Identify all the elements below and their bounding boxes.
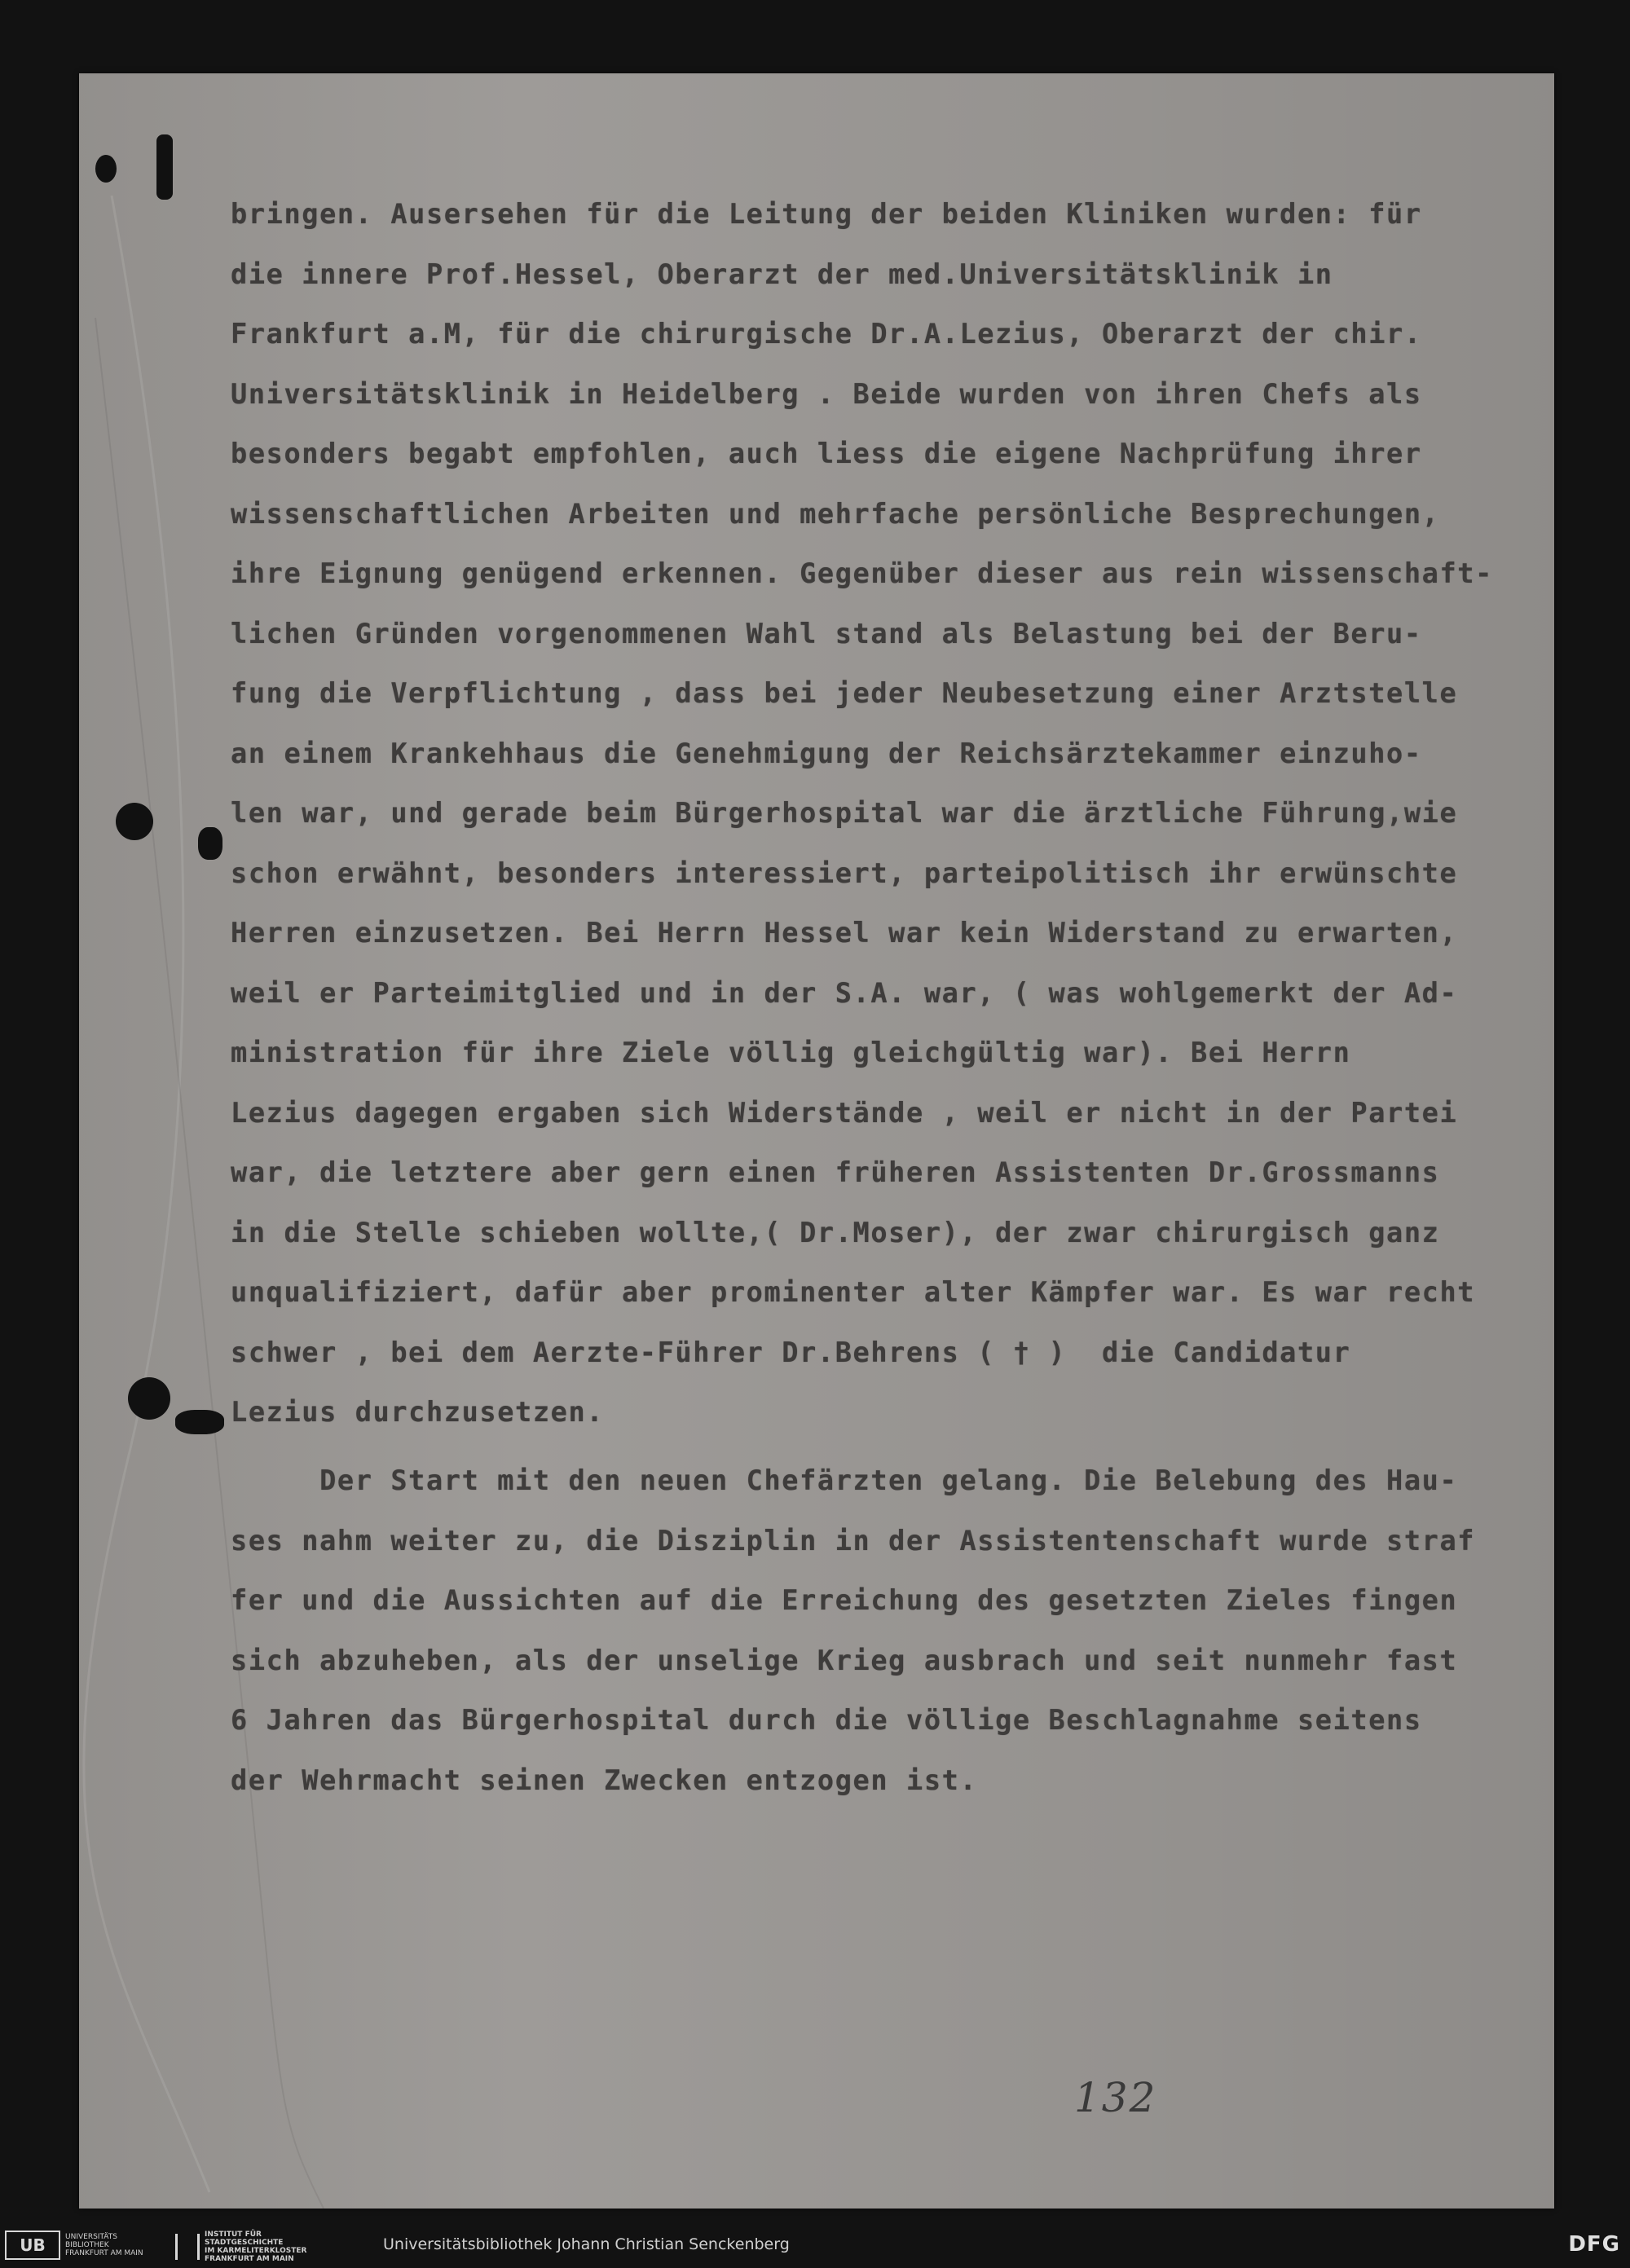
punch-hole-top-left <box>95 155 117 183</box>
institute-logo-caption: INSTITUT FÜR STADTGESCHICHTE IM KARMELITERKLOSTER FRANKFURT AM MAIN <box>205 2231 307 2263</box>
footer-bar <box>0 2221 1630 2268</box>
text-line: Der Start mit den neuen Chefärzten gelang. Die Belebung des Hau- <box>231 1464 1458 1496</box>
text-line: Frankfurt a.M, für die chirurgische Dr.A.Lezius, Oberarzt der chir. <box>231 318 1422 350</box>
text-line: war, die letztere aber gern einen früheren Assistenten Dr.Grossmanns <box>231 1156 1440 1188</box>
paragraph-2 <box>231 1451 1551 1810</box>
text-line: ses nahm weiter zu, die Disziplin in der Assistentenschaft wurde straf <box>231 1524 1476 1557</box>
paragraph-1 <box>231 184 1551 1442</box>
text-line: lichen Gründen vorgenommenen Wahl stand als Belastung bei der Beru- <box>231 617 1422 650</box>
ub-logo-caption: UNIVERSITÄTS BIBLIOTHEK FRANKFURT AM MAIN <box>65 2233 143 2257</box>
text-line: Herren einzusetzen. Bei Herrn Hessel war kein Widerstand zu erwarten, <box>231 917 1458 949</box>
punch-hole-lower <box>128 1377 170 1420</box>
dfg-logo: DFG <box>1568 2232 1620 2257</box>
text-line: ministration für ihre Ziele völlig gleichgültig war). Bei Herrn <box>231 1037 1351 1068</box>
text-line: in die Stelle schieben wollte,( Dr.Moser), der zwar chirurgisch ganz <box>231 1216 1440 1249</box>
text-line: Lezius durchzusetzen. <box>231 1396 605 1428</box>
text-line: unqualifiziert, dafür aber prominenter alter Kämpfer war. Es war recht <box>231 1276 1476 1308</box>
text-line: besonders begabt empfohlen, auch liess die eigene Nachprüfung ihrer <box>231 438 1422 469</box>
text-line: der Wehrmacht seinen Zwecken entzogen ist. <box>231 1764 978 1796</box>
text-line: die innere Prof.Hessel, Oberarzt der med.Universitätsklinik in <box>231 258 1333 290</box>
punch-hole-middle-tear <box>198 827 222 860</box>
text-line: ihre Eignung genügend erkennen. Gegenüber dieser aus rein wissenschaft- <box>231 557 1493 589</box>
punch-hole-top-right <box>156 134 173 200</box>
institute-logo <box>175 2231 306 2263</box>
ub-logo-mark: UB <box>5 2231 60 2260</box>
text-line: schwer , bei dem Aerzte-Führer Dr.Behrens ( † ) die Candidatur <box>231 1336 1351 1368</box>
handwritten-page-number: 132 <box>1074 2074 1157 2121</box>
text-line: fer und die Aussichten auf die Erreichung des gesetzten Zieles fingen <box>231 1584 1458 1616</box>
text-line: schon erwähnt, besonders interessiert, parteipolitisch ihr erwünschte <box>231 857 1458 889</box>
text-line: bringen. Ausersehen für die Leitung der beiden Kliniken wurden: für <box>231 198 1422 230</box>
text-line: Universitätsklinik in Heidelberg . Beide wurden von ihren Chefs als <box>231 377 1422 410</box>
punch-hole-lower-tear <box>175 1410 224 1434</box>
text-line: 6 Jahren das Bürgerhospital durch die völlige Beschlagnahme seitens <box>231 1704 1422 1736</box>
text-line: len war, und gerade beim Bürgerhospital war die ärztliche Führung,wie <box>231 797 1458 829</box>
institute-logo-mark <box>175 2234 200 2260</box>
text-line: fung die Verpflichtung , dass bei jeder Neubesetzung einer Arztstelle <box>231 677 1458 709</box>
library-name: Universitätsbibliothek Johann Christian Senckenberg <box>383 2235 790 2253</box>
text-line: Lezius dagegen ergaben sich Widerstände , weil er nicht in der Partei <box>231 1096 1458 1129</box>
text-line: wissenschaftlichen Arbeiten und mehrfache persönliche Besprechungen, <box>231 497 1440 530</box>
text-line: sich abzuheben, als der unselige Krieg ausbrach und seit nunmehr fast <box>231 1644 1458 1676</box>
text-line: an einem Krankehhaus die Genehmigung der Reichsärztekammer einzuho- <box>231 737 1422 769</box>
ub-logo <box>5 2231 143 2260</box>
punch-hole-middle <box>116 803 153 840</box>
text-line: weil er Parteimitglied und in der S.A. war, ( was wohlgemerkt der Ad- <box>231 976 1458 1009</box>
